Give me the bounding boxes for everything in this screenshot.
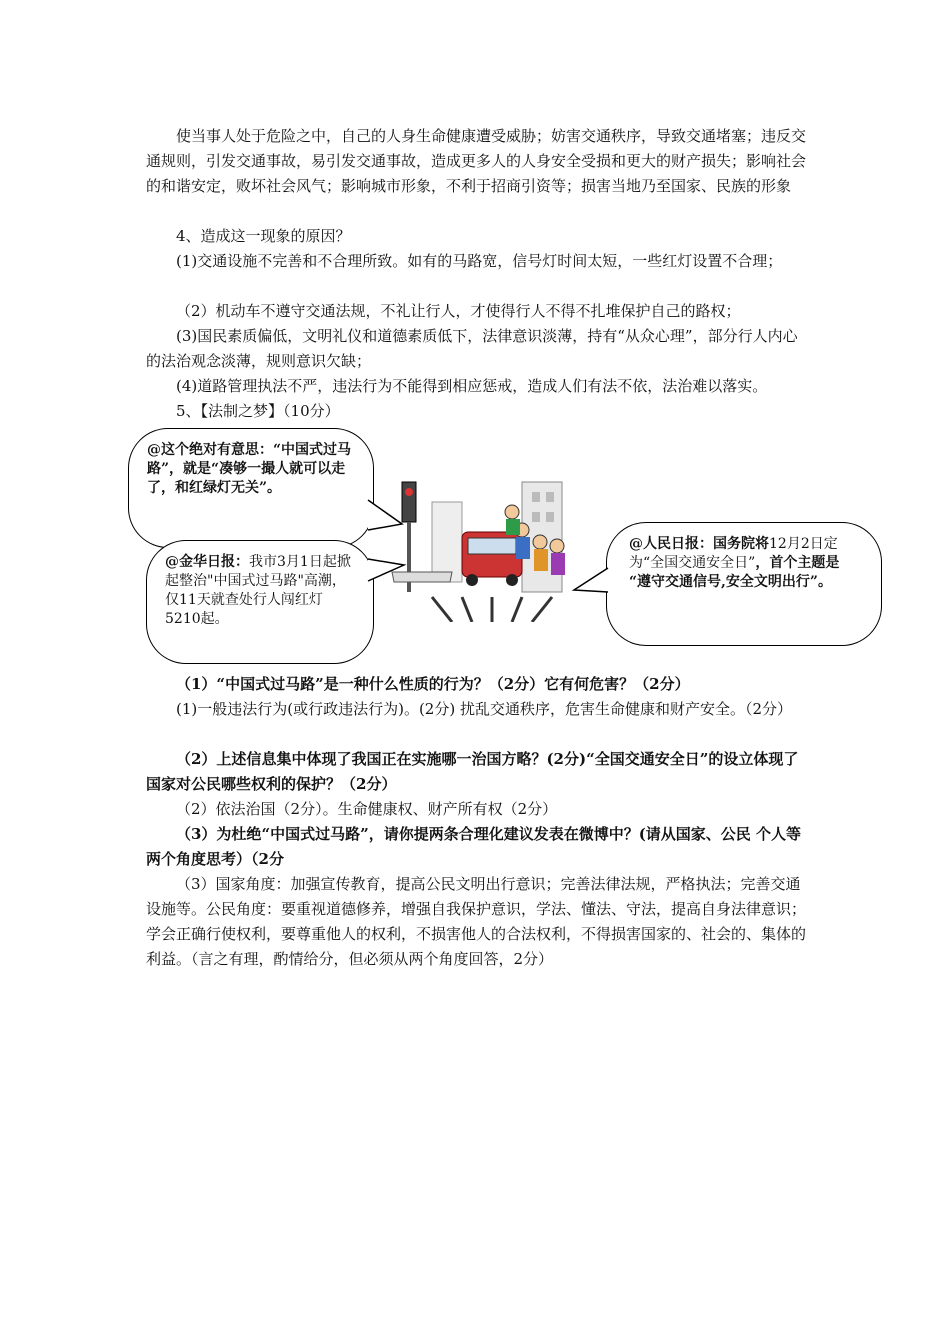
reason-3: (3)国民素质偏低，文明礼仪和道德素质低下，法律意识淡薄，持有“从众心理”，部分行人内心的法治观念淡薄，规则意识欠缺； xyxy=(146,327,798,370)
bubble-tail-2 xyxy=(368,555,408,595)
question-4-title: 4、造成这一现象的原因？ xyxy=(176,227,351,245)
q5-question-2: （2）上述信息集中体现了我国正在实施哪一治国方略？(2分)“全国交通安全日”的设立体现了国家对公民哪些权利的保护？（2分） xyxy=(146,750,799,793)
q5-question-1: （1）“中国式过马路”是一种什么性质的行为？（2分）它有何危害？（2分） xyxy=(176,675,690,693)
weibo-comment-text: @这个绝对有意思：“中国式过马路”，就是“凑够一撮人就可以走了，和红绿灯无关”。 xyxy=(147,442,352,496)
q5-answer-3: （3）国家角度：加强宣传教育，提高公民文明出行意识；完善法律法规，严格执法；完善交通设施等。公民角度：要重视道德修养，增强自我保护意识，学法、懂法、守法，提高自身法律意识；学会正确行使权利，要尊重他人的权利，不损害他人的合法权利，不得损害国家的、社会的、集体的利益。（言之有理，酌情给分，但必须从两个角度回答，2分） xyxy=(146,875,807,968)
q5-answer-1: (1)一般违法行为(或行政违法行为)。(2分) 扰乱交通秩序，危害生命健康和财产安全。（2分） xyxy=(176,700,793,718)
reason-2: （2）机动车不遵守交通法规，不礼让行人，才使得行人不得不扎堆保护自己的路权； xyxy=(176,302,741,320)
question-5-title: 5、【法制之梦】（10分） xyxy=(176,402,340,420)
bubble-tail-3 xyxy=(574,568,614,608)
peoples-daily-mid: 12月2日定为“全国交通安全日” xyxy=(629,536,838,571)
peoples-daily-prefix: @人民日报：国务院将 xyxy=(629,536,769,552)
peoples-daily-suffix: ，首个主题是 “遵守交通信号,安全文明出行”。 xyxy=(629,555,840,590)
peoples-daily-bubble xyxy=(606,522,882,646)
q5-answer-2: （2）依法治国（2分）。生命健康权、财产所有权（2分） xyxy=(176,800,558,818)
crossing-illustration xyxy=(372,462,604,622)
answer-3-paragraph: 使当事人处于危险之中，自己的人身生命健康遭受威胁；妨害交通秩序，导致交通堵塞；违反交通规则，引发交通事故，易引发交通事故，造成更多人的人身安全受损和更大的财产损失；影响社会的和谐安定，败坏社会风气；影响城市形象，不利于招商引资等；损害当地乃至国家、民族的形象 xyxy=(146,127,807,195)
jinhua-daily-bubble xyxy=(146,540,374,664)
bubble-tail-1 xyxy=(368,500,408,540)
jinhua-daily-prefix: @金华日报： xyxy=(165,554,249,570)
q5-question-3: （3）为杜绝“中国式过马路”，请你提两条合理化建议发表在微博中？(请从国家、公民 个人等两个角度思考）（2分 xyxy=(146,825,802,868)
weibo-comment-bubble xyxy=(128,428,374,548)
reason-1: (1)交通设施不完善和不合理所致。如有的马路宽，信号灯时间太短，一些红灯设置不合理； xyxy=(176,252,783,270)
reason-4: (4)道路管理执法不严，违法行为不能得到相应惩戒，造成人们有法不依，法治难以落实。 xyxy=(176,377,768,395)
jinhua-daily-body: 我市3月1日起掀起整治"中国式过马路"高潮，仅11天就查处行人闯红灯5210起。 xyxy=(165,554,351,627)
